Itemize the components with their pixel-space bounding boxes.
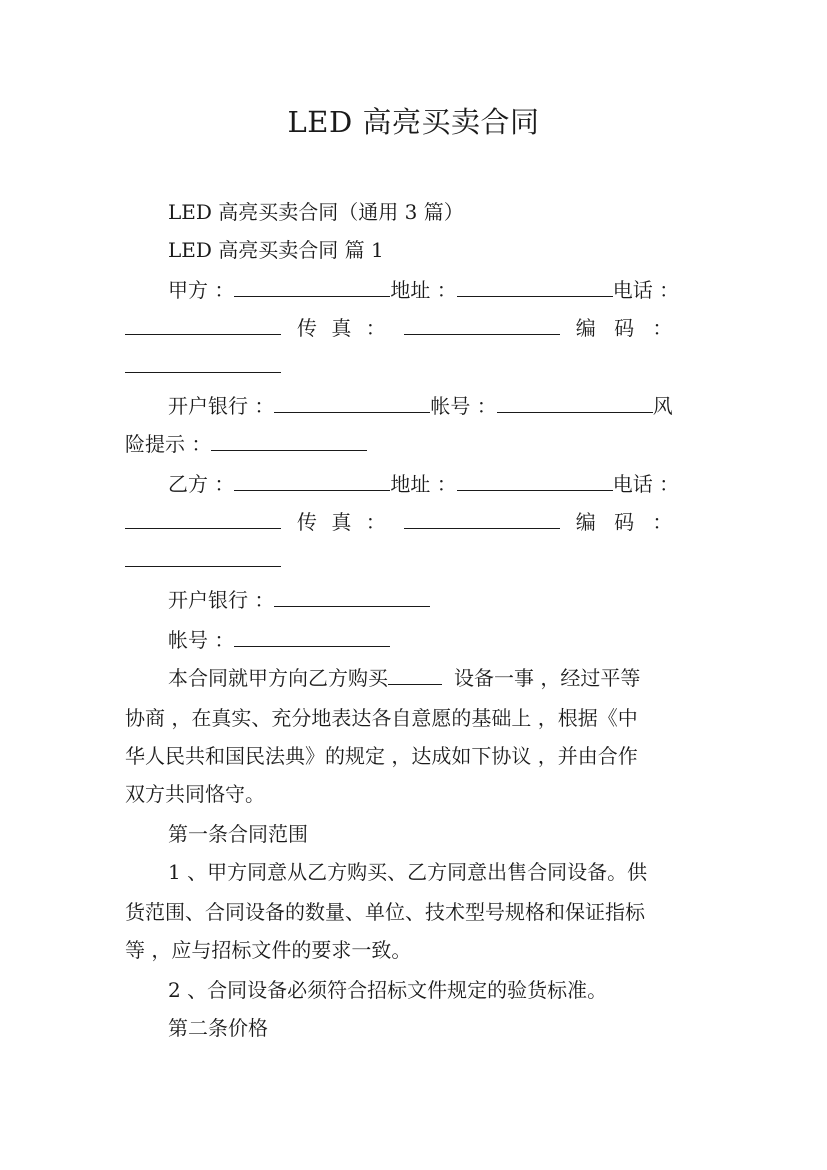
party-b-row [168,470,679,498]
party-a-phone-blank [125,314,281,335]
party-b-fax-blank [404,508,560,529]
party-b-label: 乙方 ： [168,472,235,496]
party-b-phone-label: 电话 ： [612,472,680,496]
party-b-account-row [168,626,390,654]
preamble-line-4: 双方共同恪守。 [125,782,265,806]
party-b-bank-blank [274,586,430,607]
party-b-account-label: 帐号 ： [168,628,235,652]
preamble-line-1 [168,664,640,692]
party-b-phone-blank [125,508,281,529]
party-a-bank-label: 开户银行 ： [168,394,275,418]
party-b-address-label: 地址 ： [390,472,457,496]
preamble-text-1a: 本合同就甲方向乙方购买 [168,666,388,690]
article-2-heading: 第二条价格 [168,1016,268,1040]
document-title: LED 高亮买卖合同 [287,105,540,139]
party-a-label: 甲方 ： [168,278,235,302]
article-1-heading: 第一条合同范围 [168,822,308,846]
party-a-phone-label: 电话 ： [612,278,680,302]
party-a-address-blank [457,276,613,297]
party-b-code-label: 编 码 ： [575,510,679,534]
party-a-row-3 [125,352,281,380]
party-a-row-2 [125,314,678,342]
risk-label-end: 险提示 ： [125,432,212,456]
party-a-code-blank [125,352,281,373]
party-b-bank-row [168,586,430,614]
party-a-account-blank [497,392,653,413]
equipment-blank [388,664,442,685]
party-b-code-blank [125,546,281,567]
preamble-line-3: 华人民共和国民法典》的规定 ，达成如下协议 ，并由合作 [125,744,638,768]
preamble-text-1b: 设备一事 ，经过平等 [454,666,641,690]
party-b-name-blank [234,470,390,491]
party-a-bank-blank [274,392,430,413]
preamble-line-2: 协商 ，在真实、充分地表达各自意愿的基础上 ，根据《中 [125,706,638,730]
party-a-code-label: 编 码 ： [575,316,679,340]
subtitle-line: LED 高亮买卖合同（通用 3 篇） [168,200,464,224]
party-b-bank-label: 开户银行 ： [168,588,275,612]
risk-label-start: 风 [652,394,673,418]
article-1-item-1-line-1: 1 、甲方同意从乙方购买、乙方同意出售合同设备。供 [168,860,648,884]
party-b-account-blank [234,626,390,647]
party-b-row-2 [125,508,678,536]
article-1-item-2: 2 、合同设备必须符合招标文件规定的验货标准。 [168,978,608,1002]
party-a-fax-blank [404,314,560,335]
party-a-account-label: 帐号 ： [430,394,497,418]
party-a-address-label: 地址 ： [390,278,457,302]
risk-blank [211,430,367,451]
party-a-row [168,276,679,304]
article-1-item-1-line-2: 货范围、合同设备的数量、单位、技术型号规格和保证指标 [125,900,645,924]
party-b-address-blank [457,470,613,491]
party-a-fax-label: 传 真 ： [297,316,390,340]
article-1-item-1-line-3: 等 ，应与招标文件的要求一致。 [125,938,412,962]
section-heading-part1: LED 高亮买卖合同 篇 1 [168,238,384,262]
party-b-fax-label: 传 真 ： [297,510,390,534]
risk-row [125,430,367,458]
party-b-row-3 [125,546,281,574]
party-a-name-blank [234,276,390,297]
party-a-bank-row [168,392,673,420]
